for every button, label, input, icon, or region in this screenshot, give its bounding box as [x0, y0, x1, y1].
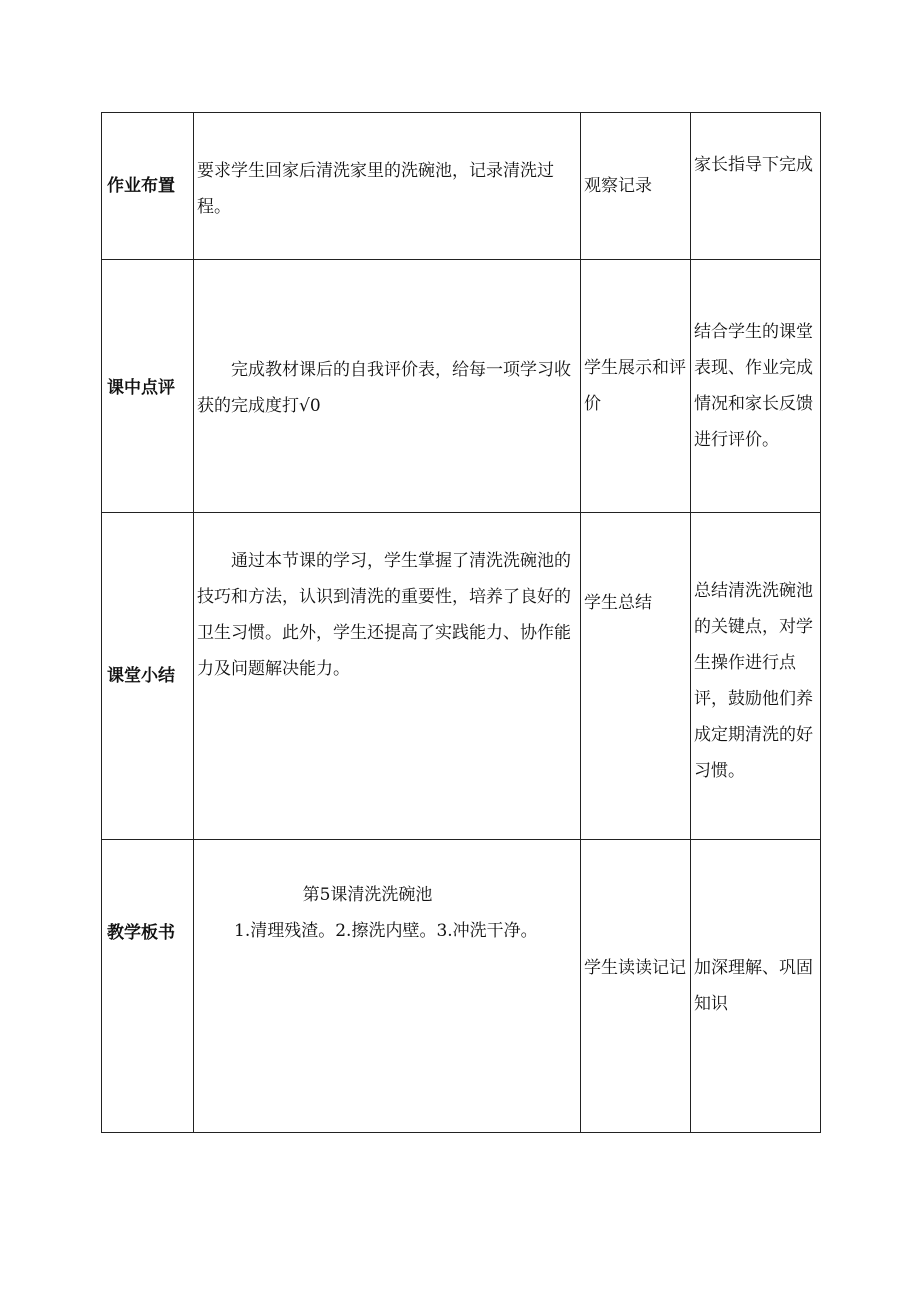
row-label-homework: 作业布置 — [102, 113, 194, 260]
teacher-activity-cell: 加深理解、巩固知识 — [691, 840, 821, 1133]
teacher-activity-cell: 总结清洗洗碗池的关键点，对学生操作进行点评，鼓励他们养成定期清洗的好习惯。 — [691, 513, 821, 840]
table-row — [102, 513, 821, 840]
content-cell — [194, 513, 581, 840]
content-text: 通过本节课的学习，学生掌握了清洗洗碗池的技巧和方法，认识到清洗的重要性，培养了良好的卫生习惯。此外，学生还提高了实践能力、协作能力及问题解决能力。 — [197, 551, 571, 679]
table-row — [102, 113, 821, 260]
student-activity-cell: 学生总结 — [581, 513, 691, 840]
blackboard-steps: 1.清理残渣。2.擦洗内壁。3.冲洗干净。 — [234, 921, 538, 941]
content-cell — [194, 113, 581, 260]
teacher-activity-cell: 结合学生的课堂表现、作业完成情况和家长反馈进行评价。 — [691, 260, 821, 513]
row-label-review: 课中点评 — [102, 260, 194, 513]
content-cell — [194, 840, 581, 1133]
content-cell — [194, 260, 581, 513]
student-activity-cell: 学生展示和评价 — [581, 260, 691, 513]
student-activity-cell: 学生读读记记 — [581, 840, 691, 1133]
content-text: 要求学生回家后清洗家里的洗碗池，记录清洗过程。 — [197, 161, 554, 217]
teacher-activity-cell: 家长指导下完成 — [691, 113, 821, 260]
lesson-plan-table — [101, 112, 821, 1133]
blackboard-title: 第5课清洗洗碗池 — [302, 885, 433, 905]
student-activity-cell: 观察记录 — [581, 113, 691, 260]
content-text: 完成教材课后的自我评价表，给每一项学习收获的完成度打√0 — [197, 360, 571, 416]
row-label-summary: 课堂小结 — [102, 513, 194, 840]
table-row — [102, 260, 821, 513]
row-label-blackboard: 教学板书 — [102, 840, 194, 1133]
table-row — [102, 840, 821, 1133]
